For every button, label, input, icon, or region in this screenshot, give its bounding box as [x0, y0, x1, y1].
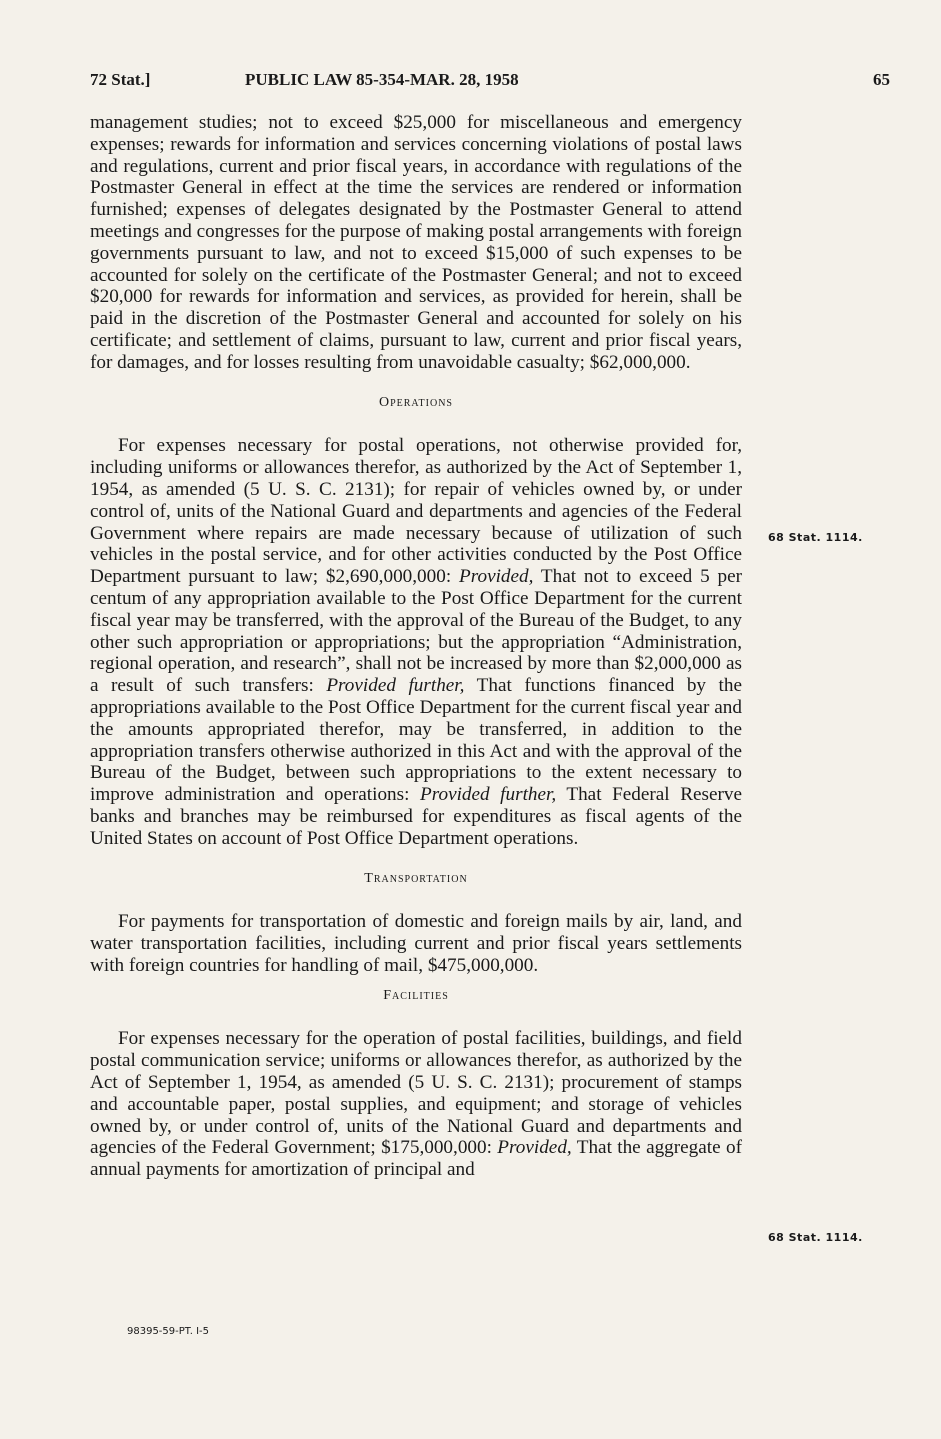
printer-code: 98395-59-PT. I-5: [127, 1326, 209, 1337]
text-run: That functions financed by the appropriations available to the Post Office Department for the current fiscal year and the amounts appropriated therefor, may be transferred, in addition to the appropriation transfers otherwise authorized in this Act and with the approval of the Bureau of the Budget, between such appropriations to the extent necessary to improve administration and operations:: [90, 675, 742, 806]
body-text: [90, 112, 742, 1181]
header-volume: 72 Stat.]: [90, 70, 151, 89]
page-number: 65: [873, 70, 890, 89]
text-run: For expenses necessary for the operation of postal facilities, buildings, and field postal communication service; uniforms or allowances therefor, as authorized by the Act of September 1, 1954, as amended (5 U. S. C. 2131); procurement of stamps and accountable paper, postal supplies, and equipment; and storage of vehicles owned by, or under control of, units of the National Guard and departments and agencies of the Federal Government; $175,000,000:: [90, 1028, 742, 1159]
margin-citation: 68 Stat. 1114.: [768, 1231, 863, 1244]
header-title: PUBLIC LAW 85-354-MAR. 28, 1958: [245, 70, 519, 89]
paragraph-facilities: [90, 1028, 742, 1181]
paragraph-transportation: For payments for transportation of domestic and foreign mails by air, land, and water transportation facilities, including current and prior fiscal years settlements with foreign countries for handling of mail, $475,000,000.: [90, 911, 742, 976]
proviso: Provided further,: [326, 675, 465, 697]
proviso: Provided further,: [420, 784, 557, 806]
heading-transportation: Transportation: [364, 870, 468, 886]
text-run: That the aggregate of annual payments for amortization of principal and: [90, 1137, 742, 1181]
text-run: For expenses necessary for postal operations, not otherwise provided for, including uniforms or allowances therefor, as authorized by the Act of September 1, 1954, as amended (5 U. S. C. 2131); for repair of vehicles owned by, or under control of, units of the National Guard and departments and agencies of the Federal Government where repairs are made necessary because of utilization of such vehicles in the postal service, and for other activities conducted by the Post Office Department pursuant to law; $2,690,000,000:: [90, 435, 742, 588]
text-run: That not to exceed 5 per centum of any appropriation available to the Post Office Department for the current fiscal year may be transferred, with the approval of the Bureau of the Budget, to any other such appropriation or appropriations; but the appropriation “Administration, regional operation, and research”, shall not be increased by more than $2,000,000 as a result of such transfers:: [90, 566, 742, 697]
paragraph-operations: [90, 435, 742, 849]
page-header: [90, 70, 890, 94]
margin-citation: 68 Stat. 1114.: [768, 531, 863, 544]
text-run: That Federal Reserve banks and branches may be reimbursed for expenditures as fiscal agents of the United States on account of Post Office Department operations.: [90, 784, 742, 849]
proviso: Provided,: [497, 1137, 572, 1159]
heading-operations: Operations: [378, 394, 453, 410]
heading-facilities: Facilities: [383, 987, 449, 1003]
proviso: Provided,: [459, 566, 534, 588]
paragraph-management: management studies; not to exceed $25,000 for miscellaneous and emergency expenses; rewards for information and services concerning violations of postal laws and regulations, current and prior fiscal years, in accordance with regulations of the Postmaster General in effect at the time the services are rendered or information furnished; expenses of delegates designated by the Postmaster General to attend meetings and congresses for the purpose of making postal arrangements with foreign governments pursuant to law, and not to exceed $15,000 of such expenses to be accounted for solely on the certificate of the Postmaster General; and not to exceed $20,000 for rewards for information and services, as provided for herein, shall be paid in the discretion of the Postmaster General and accounted for solely on his certificate; and settlement of claims, pursuant to law, current and prior fiscal years, for damages, and for losses resulting from unavoidable casualty; $62,000,000.: [90, 112, 742, 373]
